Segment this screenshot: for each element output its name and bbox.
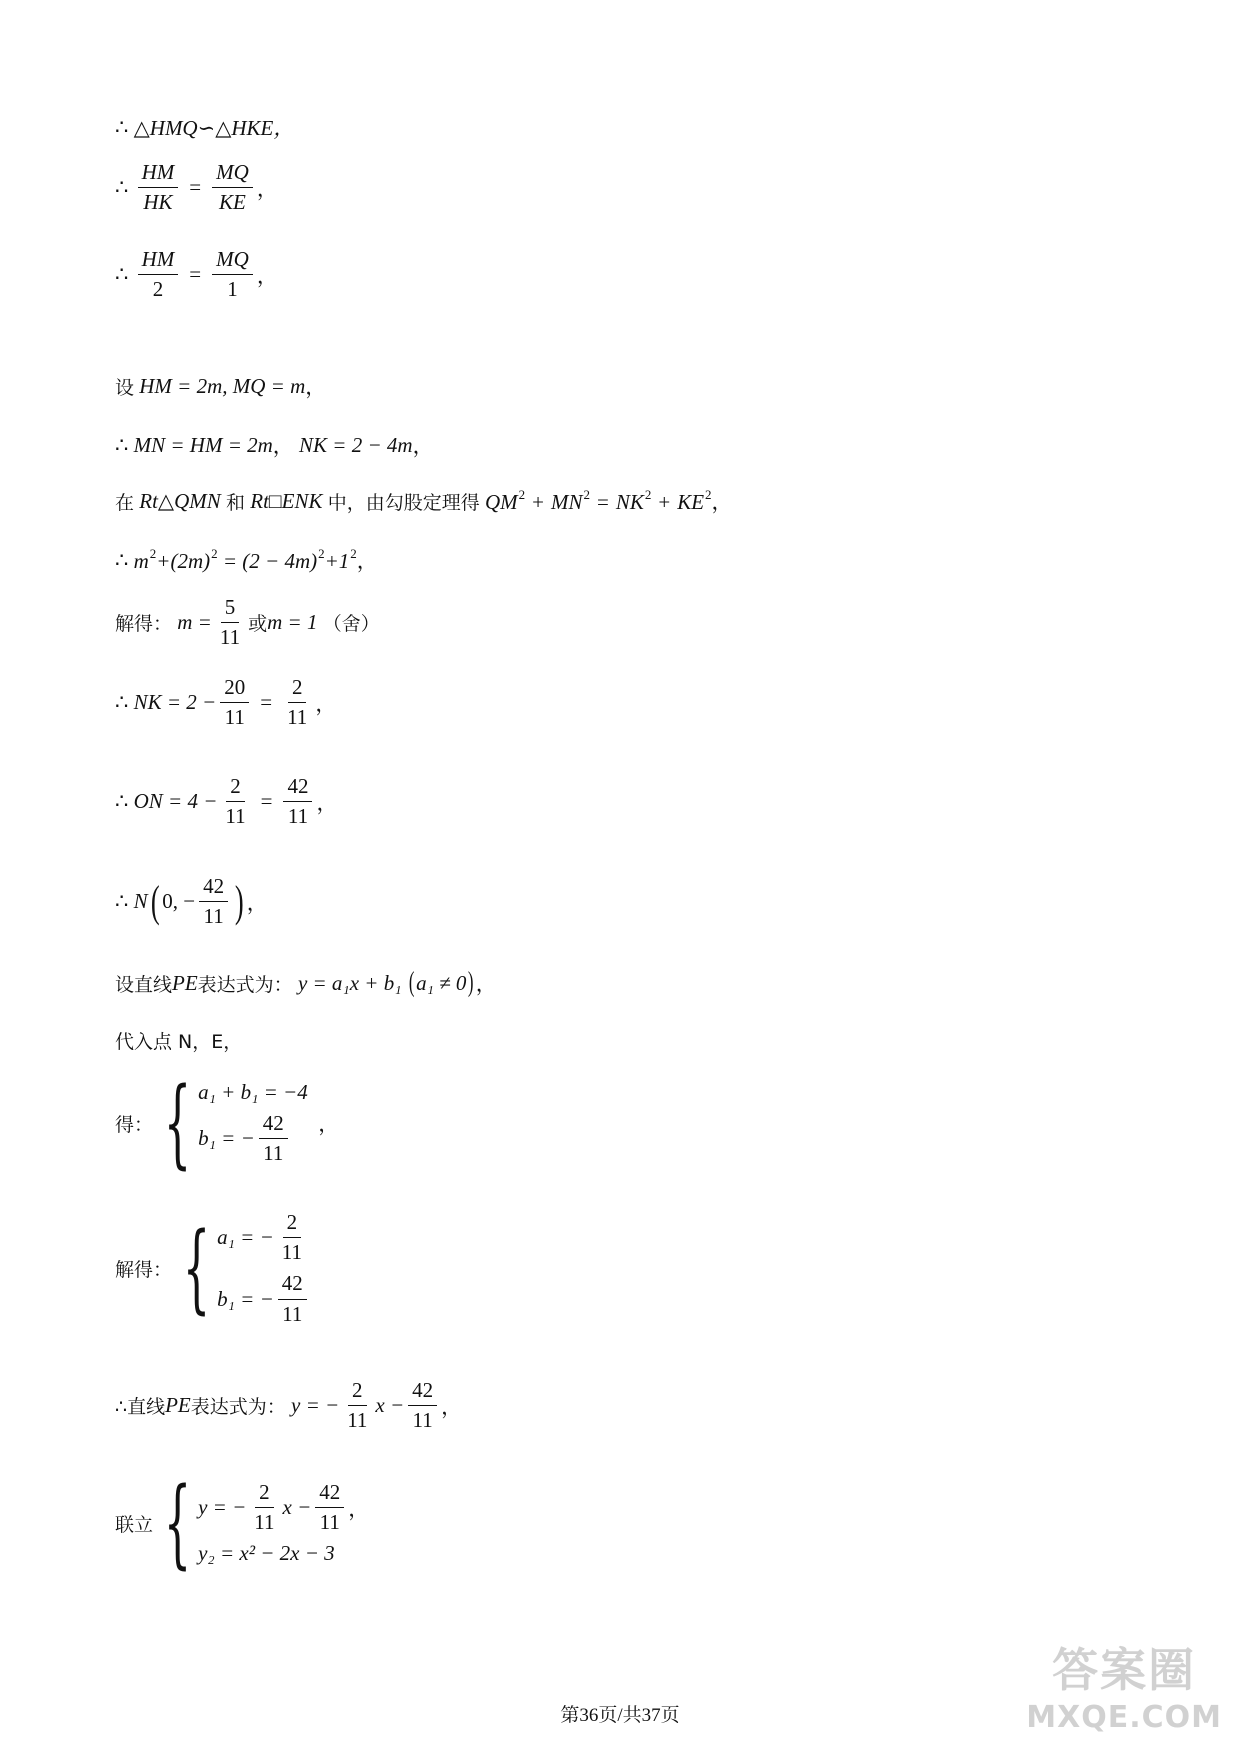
step-line-form [115, 968, 497, 998]
text-solve: 解得： [115, 613, 173, 636]
text-in: 在 [115, 491, 135, 514]
therefore-symbol: ∴ [115, 547, 129, 572]
solution-system [172, 1210, 311, 1327]
text-or: 或 [248, 613, 268, 636]
punctuation: ， [272, 434, 294, 458]
fraction-2-11: $\frac{2}{11}$ [225, 774, 246, 829]
step-equation-m [115, 545, 378, 575]
step-similar-triangles [115, 112, 294, 142]
left-brace: { [163, 1067, 192, 1179]
nk-lhs: NK = 2 − [133, 690, 217, 715]
line-name: PE [172, 970, 198, 995]
step-ratio-values [115, 247, 278, 302]
left-paren: ( [408, 967, 415, 998]
fraction-hm-2: $\frac{HM}{2}$ [138, 247, 179, 302]
step-point-n [115, 874, 268, 929]
step-ratio-general [115, 160, 278, 215]
fraction-42-11: $\frac{42}{11}$ [283, 774, 312, 829]
punctuation: ， [256, 263, 278, 288]
fraction-20-11: $\frac{20}{11}$ [220, 675, 249, 730]
therefore-symbol: ∴ [115, 889, 129, 914]
step-substitute [115, 1027, 242, 1054]
left-brace: { [163, 1467, 192, 1579]
punctuation: ， [441, 1394, 463, 1419]
right-paren: ) [468, 967, 474, 998]
m-rejected: m = 1 [267, 610, 318, 635]
simultaneous-system [153, 1467, 370, 1579]
nk-expression: NK = 2 − 4m [299, 432, 413, 457]
punctuation: ， [412, 434, 434, 458]
step-let-variables [115, 371, 326, 401]
fraction-42-11: $\frac{42}{11}$ [199, 874, 228, 929]
punctuation: ， [356, 549, 378, 573]
triangle-enk: Rt□ENK [250, 488, 323, 513]
pythagoras-equation: $QM^2 + MN^2 = NK^2 + KE^2$ [484, 487, 712, 514]
system-row-2: b₁ = − $\frac{42}{11}$ [198, 1111, 308, 1166]
point-label: N [133, 889, 148, 914]
simultaneous-row-1: y = − $\frac{2}{11}$ x − $\frac{42}{11}$ ， [198, 1479, 370, 1534]
page-number: 第36页/共37页 [560, 1705, 680, 1726]
step-solve-m [115, 595, 380, 650]
equals-sign: = [189, 262, 202, 287]
text-substitute-points: 代入点 N，E， [115, 1031, 243, 1053]
punctuation: ， [316, 790, 338, 815]
therefore-symbol: ∴ [115, 690, 129, 715]
text-pythagoras: 中，由勾股定理得 [327, 491, 480, 514]
equation-m: $m^2+(2m)^2 = (2 - 4m)^2+1^2$ [133, 546, 357, 573]
step-on-value [115, 774, 337, 829]
condition: a₁ ≠ 0 [416, 970, 467, 995]
punctuation: ， [318, 1112, 340, 1136]
text-rejected-note: （舍） [322, 613, 380, 636]
punctuation: ， [315, 691, 337, 716]
line-expression: y = a₁x + b₁ [297, 970, 402, 995]
left-brace: { [182, 1212, 211, 1325]
equals-sign: = [260, 690, 273, 715]
therefore-symbol: ∴ [115, 432, 129, 457]
simultaneous-row-2: y₂ = x² − 2x − 3 [198, 1541, 335, 1566]
fraction-mq-ke: $\frac{MQ}{KE}$ [212, 160, 253, 215]
therefore-symbol: ∴ [115, 262, 129, 287]
similarity-statement: △HMQ∽△HKE， [133, 116, 295, 140]
solution-row-a1: a₁ = − $\frac{2}{11}$ [217, 1210, 302, 1265]
punctuation: ， [256, 176, 278, 201]
watermark-logo [1026, 1634, 1222, 1735]
step-system-1 [115, 1067, 340, 1179]
step-system-2 [115, 1210, 311, 1327]
step-pythagoras [115, 486, 733, 516]
punctuation: ， [711, 490, 733, 514]
punctuation: ， [475, 972, 497, 996]
text-simultaneous: 联立 [115, 1513, 154, 1536]
fraction-42-11: $\frac{42}{11}$ [408, 1378, 437, 1433]
triangle-qmn: Rt△QMN [139, 488, 221, 513]
step-line-result [115, 1378, 462, 1433]
equation-system [153, 1067, 308, 1179]
fraction-mq-1: $\frac{MQ}{1}$ [212, 247, 253, 302]
punctuation: ， [246, 890, 268, 915]
therefore-symbol: ∴ [115, 789, 129, 814]
step-mn-nk [115, 430, 434, 460]
text-therefore-line: ∴直线 [115, 1396, 166, 1419]
therefore-symbol: ∴ [115, 114, 129, 139]
fraction-5-11: $\frac{5}{11}$ [219, 595, 241, 650]
assignment-expression: HM = 2m, MQ = m [139, 373, 306, 398]
fraction-hm-hk: $\frac{HM}{HK}$ [138, 160, 179, 215]
text-expression-is: 表达式为： [197, 973, 293, 996]
text-get: 得： [115, 1113, 154, 1136]
text-expression-is: 表达式为： [190, 1396, 286, 1419]
text-let: 设 [115, 376, 135, 399]
m-lhs: m = [177, 610, 212, 635]
therefore-symbol: ∴ [115, 175, 129, 200]
punctuation: ， [305, 375, 327, 399]
coordinate-x: 0, − [162, 889, 196, 914]
watermark-bottom: MXQE.COM [1026, 1700, 1222, 1735]
solution-row-b1: b₁ = − $\frac{42}{11}$ [217, 1271, 311, 1326]
left-paren: ( [150, 876, 160, 926]
step-simultaneous [115, 1467, 370, 1579]
x-term: x − [375, 1393, 405, 1418]
text-let-line: 设直线 [115, 973, 173, 996]
equals-sign: = [189, 175, 202, 200]
right-paren: ) [235, 876, 244, 926]
system-row-1: a₁ + b₁ = −4 [198, 1079, 308, 1104]
step-nk-value [115, 675, 336, 730]
fraction-2-11: $\frac{2}{11}$ [347, 1378, 368, 1433]
y-lhs: y = − [291, 1393, 340, 1418]
text-and: 和 [226, 491, 246, 514]
on-lhs: ON = 4 − [133, 789, 218, 814]
mn-expression: MN = HM = 2m [133, 432, 273, 457]
fraction-2-11: $\frac{2}{11}$ [287, 675, 308, 730]
text-solve: 解得： [115, 1258, 173, 1281]
watermark-top: 答案圈 [1052, 1643, 1197, 1697]
equals-sign: = [260, 789, 273, 814]
line-name: PE [165, 1393, 191, 1418]
